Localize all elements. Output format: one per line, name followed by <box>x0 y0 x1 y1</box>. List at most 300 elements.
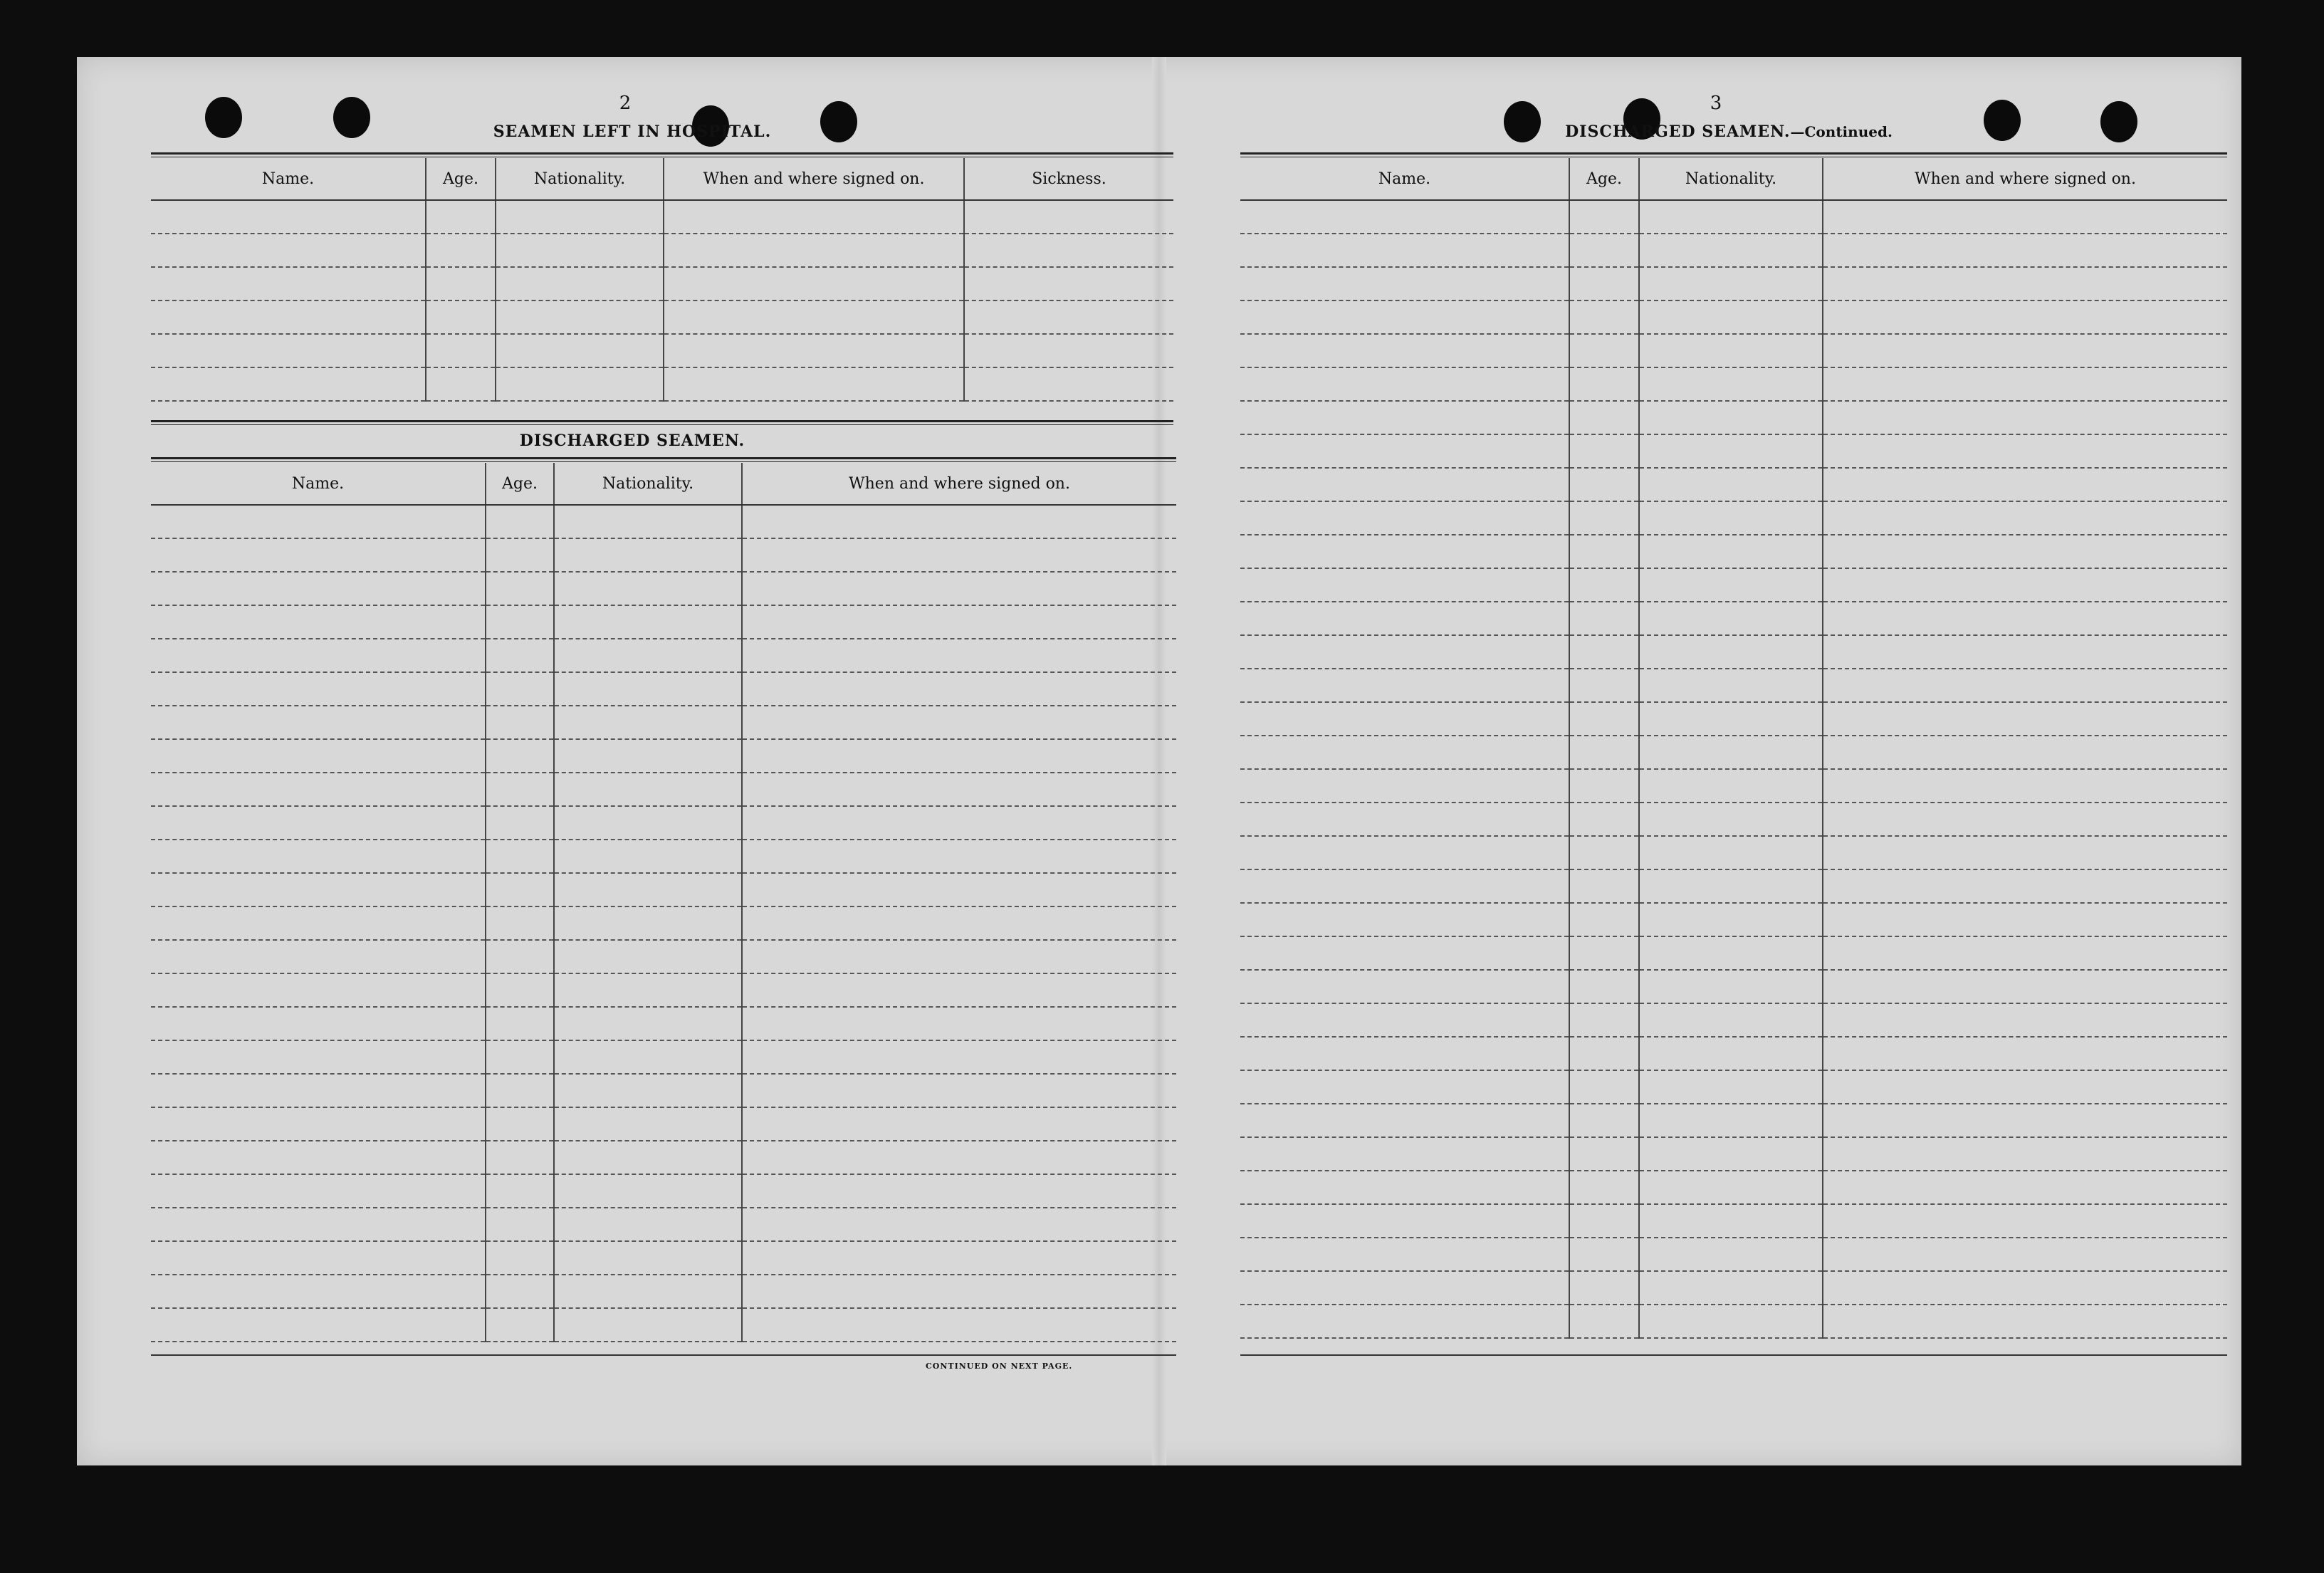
blank-entry-cell <box>1240 669 1569 702</box>
blank-entry-cell <box>151 639 486 672</box>
blank-entry-cell <box>554 1208 742 1241</box>
punch-hole <box>1984 100 2021 141</box>
blank-entry-cell <box>1240 234 1569 267</box>
blank-entry-cell <box>1240 434 1569 468</box>
blank-entry-cell <box>1639 702 1823 736</box>
blank-entry-cell <box>1240 468 1569 501</box>
blank-entry-cell <box>554 1241 742 1275</box>
blank-entry-cell <box>1823 1137 2227 1171</box>
blank-entry-cell <box>1569 267 1639 301</box>
blank-entry-cell <box>1240 936 1569 970</box>
blank-entry-cell <box>742 1241 1176 1275</box>
blank-entry-cell <box>1240 736 1569 769</box>
blank-entry-cell <box>742 639 1176 672</box>
blank-entry-cell <box>1823 1104 2227 1137</box>
blank-entry-cell <box>496 334 664 367</box>
blank-entry-cell <box>486 1141 554 1174</box>
table-row <box>151 334 1173 367</box>
table-row <box>151 1275 1176 1308</box>
blank-entry-cell <box>1823 234 2227 267</box>
blank-entry-cell <box>1569 635 1639 669</box>
blank-entry-cell <box>742 1141 1176 1174</box>
table-row <box>151 1007 1176 1040</box>
blank-entry-cell <box>151 672 486 706</box>
blank-entry-cell <box>486 1107 554 1141</box>
table-row <box>1240 568 2227 602</box>
table-row <box>1240 234 2227 267</box>
blank-entry-cell <box>1639 234 1823 267</box>
blank-entry-cell <box>1639 1238 1823 1271</box>
table-row <box>1240 1204 2227 1238</box>
blank-entry-cell <box>742 1275 1176 1308</box>
blank-entry-cell <box>1639 903 1823 936</box>
blank-entry-cell <box>554 1107 742 1141</box>
table-row <box>1240 434 2227 468</box>
blank-entry-cell <box>486 572 554 605</box>
blank-entry-cell <box>486 940 554 973</box>
blank-entry-cell <box>1240 367 1569 401</box>
column-header: Nationality. <box>496 158 664 200</box>
blank-entry-cell <box>151 873 486 906</box>
blank-entry-cell <box>1639 1137 1823 1171</box>
blank-entry-cell <box>1240 602 1569 635</box>
column-header: When and where signed on. <box>1823 158 2227 200</box>
table-row <box>1240 1171 2227 1204</box>
blank-entry-cell <box>151 1174 486 1208</box>
blank-entry-cell <box>1569 936 1639 970</box>
blank-entry-cell <box>1639 401 1823 434</box>
column-header: Name. <box>151 463 486 505</box>
blank-entry-cell <box>964 334 1173 367</box>
blank-entry-cell <box>1240 769 1569 803</box>
blank-entry-cell <box>486 806 554 840</box>
column-header: Age. <box>426 158 496 200</box>
blank-entry-cell <box>742 706 1176 739</box>
table-row <box>1240 501 2227 535</box>
blank-entry-cell <box>486 1074 554 1107</box>
table-row <box>1240 267 2227 301</box>
table-row <box>1240 301 2227 334</box>
blank-entry-cell <box>1569 401 1639 434</box>
blank-entry-cell <box>1823 669 2227 702</box>
table-row <box>1240 669 2227 702</box>
blank-entry-cell <box>1823 334 2227 367</box>
blank-entry-cell <box>1569 1238 1639 1271</box>
blank-entry-cell <box>1639 1070 1823 1104</box>
blank-entry-cell <box>486 706 554 739</box>
blank-entry-cell <box>664 267 964 301</box>
blank-entry-cell <box>1823 1204 2227 1238</box>
blank-entry-cell <box>554 1174 742 1208</box>
table-row <box>151 200 1173 234</box>
blank-entry-cell <box>664 334 964 367</box>
table-row <box>1240 401 2227 434</box>
blank-entry-cell <box>1639 267 1823 301</box>
blank-entry-cell <box>1240 1104 1569 1137</box>
blank-entry-cell <box>1639 301 1823 334</box>
blank-entry-cell <box>742 572 1176 605</box>
blank-entry-cell <box>1569 501 1639 535</box>
blank-entry-cell <box>1569 1171 1639 1204</box>
table-row <box>151 1208 1176 1241</box>
table-row <box>1240 1070 2227 1104</box>
blank-entry-cell <box>151 267 426 301</box>
blank-entry-cell <box>742 1007 1176 1040</box>
blank-entry-cell <box>742 1308 1176 1342</box>
blank-entry-cell <box>742 940 1176 973</box>
blank-entry-cell <box>742 806 1176 840</box>
table-row <box>1240 702 2227 736</box>
blank-entry-cell <box>1639 334 1823 367</box>
table-row <box>151 806 1176 840</box>
table-row <box>1240 936 2227 970</box>
blank-entry-cell <box>554 605 742 639</box>
blank-entry-cell <box>426 234 496 267</box>
table-row <box>1240 602 2227 635</box>
blank-entry-cell <box>1240 836 1569 869</box>
blank-entry-cell <box>742 906 1176 940</box>
blank-entry-cell <box>496 234 664 267</box>
blank-entry-cell <box>486 538 554 572</box>
blank-entry-cell <box>1823 869 2227 903</box>
blank-entry-cell <box>964 234 1173 267</box>
blank-entry-cell <box>1639 1305 1823 1338</box>
punch-hole <box>1504 101 1541 142</box>
table-row <box>151 739 1176 773</box>
blank-entry-cell <box>1569 1003 1639 1037</box>
table-row <box>1240 367 2227 401</box>
blank-entry-cell <box>1823 434 2227 468</box>
table-row <box>151 1141 1176 1174</box>
blank-entry-cell <box>1240 869 1569 903</box>
blank-entry-cell <box>1823 836 2227 869</box>
page-bottom-rule <box>1240 1354 2227 1356</box>
blank-entry-cell <box>1569 468 1639 501</box>
table-row <box>151 706 1176 739</box>
blank-entry-cell <box>486 1007 554 1040</box>
blank-entry-cell <box>742 605 1176 639</box>
document-sheet <box>77 57 2241 1465</box>
table-row <box>1240 736 2227 769</box>
blank-entry-cell <box>554 1040 742 1074</box>
section-rule <box>151 457 1176 459</box>
blank-entry-cell <box>1639 468 1823 501</box>
header-rule <box>151 152 1173 155</box>
table-row <box>151 773 1176 806</box>
blank-entry-cell <box>554 873 742 906</box>
blank-entry-cell <box>151 234 426 267</box>
right-page <box>1166 57 2241 1465</box>
blank-entry-cell <box>1240 568 1569 602</box>
section-rule <box>151 420 1173 422</box>
blank-entry-cell <box>151 840 486 873</box>
blank-entry-cell <box>1639 769 1823 803</box>
blank-entry-cell <box>151 1308 486 1342</box>
blank-entry-cell <box>742 1040 1176 1074</box>
column-header: When and where signed on. <box>742 463 1176 505</box>
blank-entry-cell <box>1823 468 2227 501</box>
blank-entry-cell <box>1240 1238 1569 1271</box>
blank-entry-cell <box>1639 1171 1823 1204</box>
blank-entry-cell <box>1823 535 2227 568</box>
blank-entry-cell <box>1240 635 1569 669</box>
blank-entry-cell <box>151 301 426 334</box>
table-row <box>151 1074 1176 1107</box>
blank-entry-cell <box>964 267 1173 301</box>
blank-entry-cell <box>1639 1003 1823 1037</box>
blank-entry-cell <box>554 906 742 940</box>
blank-entry-cell <box>1240 903 1569 936</box>
page-number: 2 <box>619 93 632 114</box>
blank-entry-cell <box>496 301 664 334</box>
continued-note: CONTINUED ON NEXT PAGE. <box>926 1362 1073 1371</box>
table-row <box>151 538 1176 572</box>
blank-entry-cell <box>1639 602 1823 635</box>
blank-entry-cell <box>742 538 1176 572</box>
blank-entry-cell <box>554 538 742 572</box>
blank-entry-cell <box>486 1208 554 1241</box>
blank-entry-cell <box>1569 200 1639 234</box>
blank-entry-cell <box>742 873 1176 906</box>
blank-entry-cell <box>486 1308 554 1342</box>
blank-entry-cell <box>486 840 554 873</box>
table-row <box>1240 1037 2227 1070</box>
table-row <box>151 906 1176 940</box>
blank-entry-cell <box>742 739 1176 773</box>
blank-entry-cell <box>742 505 1176 538</box>
blank-entry-cell <box>1569 602 1639 635</box>
blank-entry-cell <box>1823 936 2227 970</box>
blank-entry-cell <box>964 301 1173 334</box>
table-row <box>151 1107 1176 1141</box>
blank-entry-cell <box>1823 769 2227 803</box>
blank-entry-cell <box>664 200 964 234</box>
table-row <box>1240 635 2227 669</box>
title-suffix: —Continued. <box>1790 123 1893 140</box>
table-row <box>151 1040 1176 1074</box>
blank-entry-cell <box>1240 267 1569 301</box>
blank-entry-cell <box>486 973 554 1007</box>
blank-entry-cell <box>486 1275 554 1308</box>
column-header: Name. <box>1240 158 1569 200</box>
hospital-table <box>151 158 1173 402</box>
blank-entry-cell <box>151 940 486 973</box>
table-row <box>1240 869 2227 903</box>
blank-entry-cell <box>151 773 486 806</box>
blank-entry-cell <box>1639 869 1823 903</box>
discharged-section-title: DISCHARGED SEAMEN. <box>519 432 745 450</box>
blank-entry-cell <box>1639 1271 1823 1305</box>
blank-entry-cell <box>1240 1271 1569 1305</box>
blank-entry-cell <box>151 1074 486 1107</box>
blank-entry-cell <box>1569 434 1639 468</box>
discharged-continued-title <box>1565 122 1893 141</box>
blank-entry-cell <box>554 1275 742 1308</box>
blank-entry-cell <box>554 572 742 605</box>
hospital-section-title: SEAMEN LEFT IN HOSPITAL. <box>493 122 772 141</box>
table-row <box>151 367 1173 401</box>
blank-entry-cell <box>426 267 496 301</box>
blank-entry-cell <box>554 840 742 873</box>
blank-entry-cell <box>151 1241 486 1275</box>
blank-entry-cell <box>742 672 1176 706</box>
punch-hole <box>820 101 857 142</box>
blank-entry-cell <box>1823 970 2227 1003</box>
blank-entry-cell <box>554 739 742 773</box>
blank-entry-cell <box>1240 334 1569 367</box>
discharged-continued-table <box>1240 158 2227 1339</box>
blank-entry-cell <box>1823 200 2227 234</box>
blank-entry-cell <box>1639 803 1823 836</box>
blank-entry-cell <box>1569 1305 1639 1338</box>
blank-entry-cell <box>426 301 496 334</box>
blank-entry-cell <box>151 1107 486 1141</box>
blank-entry-cell <box>1240 1305 1569 1338</box>
blank-entry-cell <box>486 505 554 538</box>
blank-entry-cell <box>1639 1204 1823 1238</box>
blank-entry-cell <box>1569 301 1639 334</box>
blank-entry-cell <box>1639 970 1823 1003</box>
left-page <box>77 57 1152 1465</box>
column-header: When and where signed on. <box>664 158 964 200</box>
blank-entry-cell <box>1240 1037 1569 1070</box>
blank-entry-cell <box>151 973 486 1007</box>
blank-entry-cell <box>1823 903 2227 936</box>
table-row <box>1240 903 2227 936</box>
blank-entry-cell <box>742 773 1176 806</box>
table-row <box>1240 334 2227 367</box>
blank-entry-cell <box>1823 602 2227 635</box>
blank-entry-cell <box>664 367 964 401</box>
column-header: Sickness. <box>964 158 1173 200</box>
blank-entry-cell <box>1240 1171 1569 1204</box>
blank-entry-cell <box>486 1241 554 1275</box>
table-row <box>1240 836 2227 869</box>
punch-hole <box>333 97 370 138</box>
blank-entry-cell <box>1240 1003 1569 1037</box>
blank-entry-cell <box>1639 535 1823 568</box>
table-row <box>1240 535 2227 568</box>
blank-entry-cell <box>1569 234 1639 267</box>
blank-entry-cell <box>1639 936 1823 970</box>
blank-entry-cell <box>151 739 486 773</box>
blank-entry-cell <box>1240 1137 1569 1171</box>
blank-entry-cell <box>1240 401 1569 434</box>
blank-entry-cell <box>1639 635 1823 669</box>
blank-entry-cell <box>486 1040 554 1074</box>
blank-entry-cell <box>1823 1037 2227 1070</box>
table-row <box>1240 1238 2227 1271</box>
blank-entry-cell <box>742 840 1176 873</box>
table-row <box>151 639 1176 672</box>
blank-entry-cell <box>554 672 742 706</box>
blank-entry-cell <box>1240 501 1569 535</box>
blank-entry-cell <box>554 1074 742 1107</box>
blank-entry-cell <box>486 605 554 639</box>
blank-entry-cell <box>1569 367 1639 401</box>
blank-entry-cell <box>151 806 486 840</box>
blank-entry-cell <box>742 1208 1176 1241</box>
blank-entry-cell <box>1240 1204 1569 1238</box>
blank-entry-cell <box>1569 702 1639 736</box>
blank-entry-cell <box>151 605 486 639</box>
blank-entry-cell <box>496 200 664 234</box>
blank-entry-cell <box>1639 434 1823 468</box>
blank-entry-cell <box>496 367 664 401</box>
blank-entry-cell <box>1569 1037 1639 1070</box>
blank-entry-cell <box>1569 1137 1639 1171</box>
blank-entry-cell <box>1240 970 1569 1003</box>
blank-entry-cell <box>1639 736 1823 769</box>
blank-entry-cell <box>151 1208 486 1241</box>
table-row <box>1240 1271 2227 1305</box>
blank-entry-cell <box>151 572 486 605</box>
table-row <box>1240 1305 2227 1338</box>
blank-entry-cell <box>1639 501 1823 535</box>
blank-entry-cell <box>151 706 486 739</box>
blank-entry-cell <box>554 1308 742 1342</box>
table-row <box>151 505 1176 538</box>
blank-entry-cell <box>1823 1003 2227 1037</box>
blank-entry-cell <box>742 1074 1176 1107</box>
blank-entry-cell <box>1823 367 2227 401</box>
blank-entry-cell <box>151 1007 486 1040</box>
blank-entry-cell <box>1823 1305 2227 1338</box>
blank-entry-cell <box>151 367 426 401</box>
table-row <box>151 605 1176 639</box>
table-row <box>151 973 1176 1007</box>
blank-entry-cell <box>151 334 426 367</box>
table-row <box>1240 1104 2227 1137</box>
blank-entry-cell <box>151 1275 486 1308</box>
blank-entry-cell <box>1240 301 1569 334</box>
table-row <box>151 1174 1176 1208</box>
blank-entry-cell <box>1639 836 1823 869</box>
blank-entry-cell <box>742 973 1176 1007</box>
table-row <box>1240 200 2227 234</box>
blank-entry-cell <box>1639 568 1823 602</box>
blank-entry-cell <box>554 639 742 672</box>
table-row <box>151 940 1176 973</box>
table-row <box>1240 1003 2227 1037</box>
blank-entry-cell <box>1569 903 1639 936</box>
blank-entry-cell <box>426 334 496 367</box>
blank-entry-cell <box>1823 1171 2227 1204</box>
blank-entry-cell <box>1639 669 1823 702</box>
page-bottom-rule <box>151 1354 1176 1356</box>
blank-entry-cell <box>1823 568 2227 602</box>
blank-entry-cell <box>1823 803 2227 836</box>
table-row <box>151 672 1176 706</box>
blank-entry-cell <box>426 367 496 401</box>
blank-entry-cell <box>1639 200 1823 234</box>
column-header: Nationality. <box>1639 158 1823 200</box>
blank-entry-cell <box>1240 200 1569 234</box>
table-row <box>1240 468 2227 501</box>
blank-entry-cell <box>742 1174 1176 1208</box>
blank-entry-cell <box>1823 1070 2227 1104</box>
blank-entry-cell <box>1823 1271 2227 1305</box>
table-row <box>151 1241 1176 1275</box>
blank-entry-cell <box>1569 836 1639 869</box>
blank-entry-cell <box>1569 1271 1639 1305</box>
blank-entry-cell <box>1569 568 1639 602</box>
blank-entry-cell <box>554 940 742 973</box>
column-header: Age. <box>486 463 554 505</box>
blank-entry-cell <box>1569 869 1639 903</box>
blank-entry-cell <box>554 773 742 806</box>
blank-entry-cell <box>1569 334 1639 367</box>
